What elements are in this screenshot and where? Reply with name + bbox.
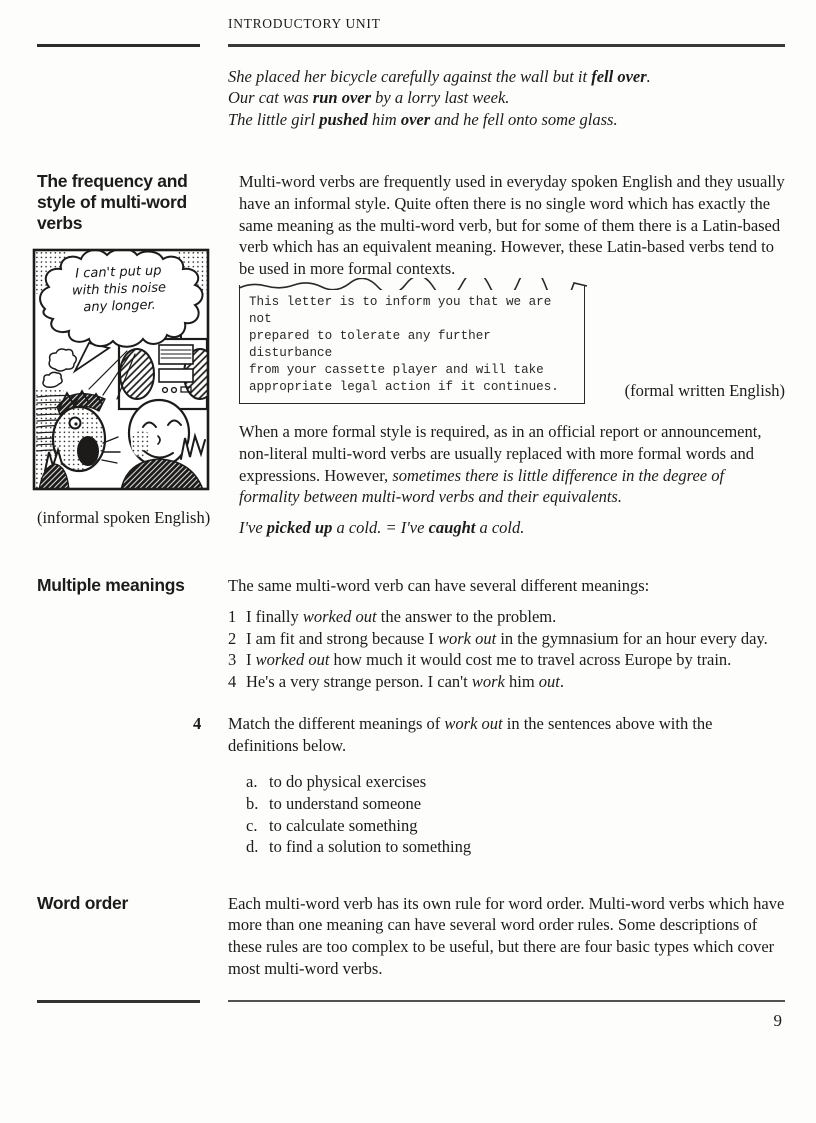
definition-option: b. to understand someone	[246, 794, 422, 814]
list-item: 4 He's a very strange person. I can't work him out.	[228, 671, 565, 691]
letter-line: prepared to tolerate any further disturbance	[249, 329, 491, 361]
definition-option: a. to do physical exercises	[246, 772, 427, 792]
equivalence-example: I've picked up a cold. = I've caught a cold.	[239, 517, 525, 537]
letter-excerpt	[239, 285, 585, 404]
section-multiple-meanings	[37, 575, 785, 858]
section-heading: Multiple meanings	[37, 575, 185, 596]
list-item: 3 I worked out how much it would cost me to travel across Europe by train.	[228, 650, 732, 670]
formal-letter-example	[239, 285, 785, 404]
torn-edge	[238, 278, 588, 290]
multiple-meanings-intro: The same multi-word verb can have several different meanings:	[228, 576, 650, 596]
definition-option: d. to find a solution to something	[246, 837, 472, 857]
exercise-4	[193, 713, 785, 858]
informal-english-label: (informal spoken English)	[37, 508, 211, 528]
left-margin-rule	[37, 1000, 200, 1003]
left-gutter	[37, 66, 200, 131]
formal-english-label: (formal written English)	[624, 380, 785, 400]
page-number: 9	[773, 1011, 782, 1031]
formal-style-paragraph: When a more formal style is required, as in an official report or announcement, non-literal multi-word verbs are usually replaced with more formal words and expressions. However, sometimes there is little difference in the degree of formality between multi-word verbs and their equivalents.	[239, 422, 762, 507]
example-sentence: She placed her bicycle carefully against the wall but it fell over.	[228, 66, 651, 86]
definition-option: c. to calculate something	[246, 815, 418, 835]
page-header	[37, 0, 785, 47]
section-word-order	[37, 893, 785, 979]
meanings-list	[228, 606, 785, 692]
intro-examples	[37, 66, 785, 131]
example-sentence: Our cat was run over by a lorry last week.	[228, 88, 510, 108]
exercise-prompt: Match the different meanings of work out in the sentences above with the definitions below.	[228, 714, 713, 755]
section-heading: Word order	[37, 892, 128, 913]
footer-rules	[37, 1000, 785, 1003]
exercise-number: 4	[193, 714, 202, 734]
letter-line: This letter is to inform you that we are not	[249, 295, 552, 327]
letter-line: from your cassette player and will take	[249, 363, 544, 378]
section-heading: The frequency and style of multi-word verbs	[37, 171, 188, 234]
letter-line: appropriate legal action if it continues.	[249, 380, 559, 395]
running-head: INTRODUCTORY UNIT	[228, 16, 381, 31]
bottom-rule	[228, 1000, 785, 1003]
left-margin-rule	[37, 44, 200, 47]
frequency-paragraph: Multi-word verbs are frequently used in everyday spoken English and they usually have an informal style. Quite often there is no single word which has exactly the same meaning as the multi-word verb, but for some of them there is a Latin-based verb which has an equivalent meaning. However, these Latin-based verbs tend to be used in more formal contexts.	[239, 172, 785, 278]
word-order-paragraph: Each multi-word verb has its own rule for word order. Multi-word verbs which have more than one meaning can have several word order rules. Some descriptions of these rules are too complex to be useful, but there are four basic types which cover most multi-word verbs.	[228, 893, 785, 978]
list-item: 1 I finally worked out the answer to the problem.	[228, 606, 557, 626]
section-frequency-style	[37, 171, 785, 538]
example-sentence: The little girl pushed him over and he fell onto some glass.	[228, 109, 618, 129]
cartoon-illustration	[31, 247, 211, 492]
running-head-rule	[228, 12, 785, 47]
list-item: 2 I am fit and strong because I work out in the gymnasium for an hour every day.	[228, 628, 768, 648]
speech-bubble-text: I can't put up with this noise any longer.	[71, 263, 167, 316]
definitions-list	[246, 771, 785, 857]
